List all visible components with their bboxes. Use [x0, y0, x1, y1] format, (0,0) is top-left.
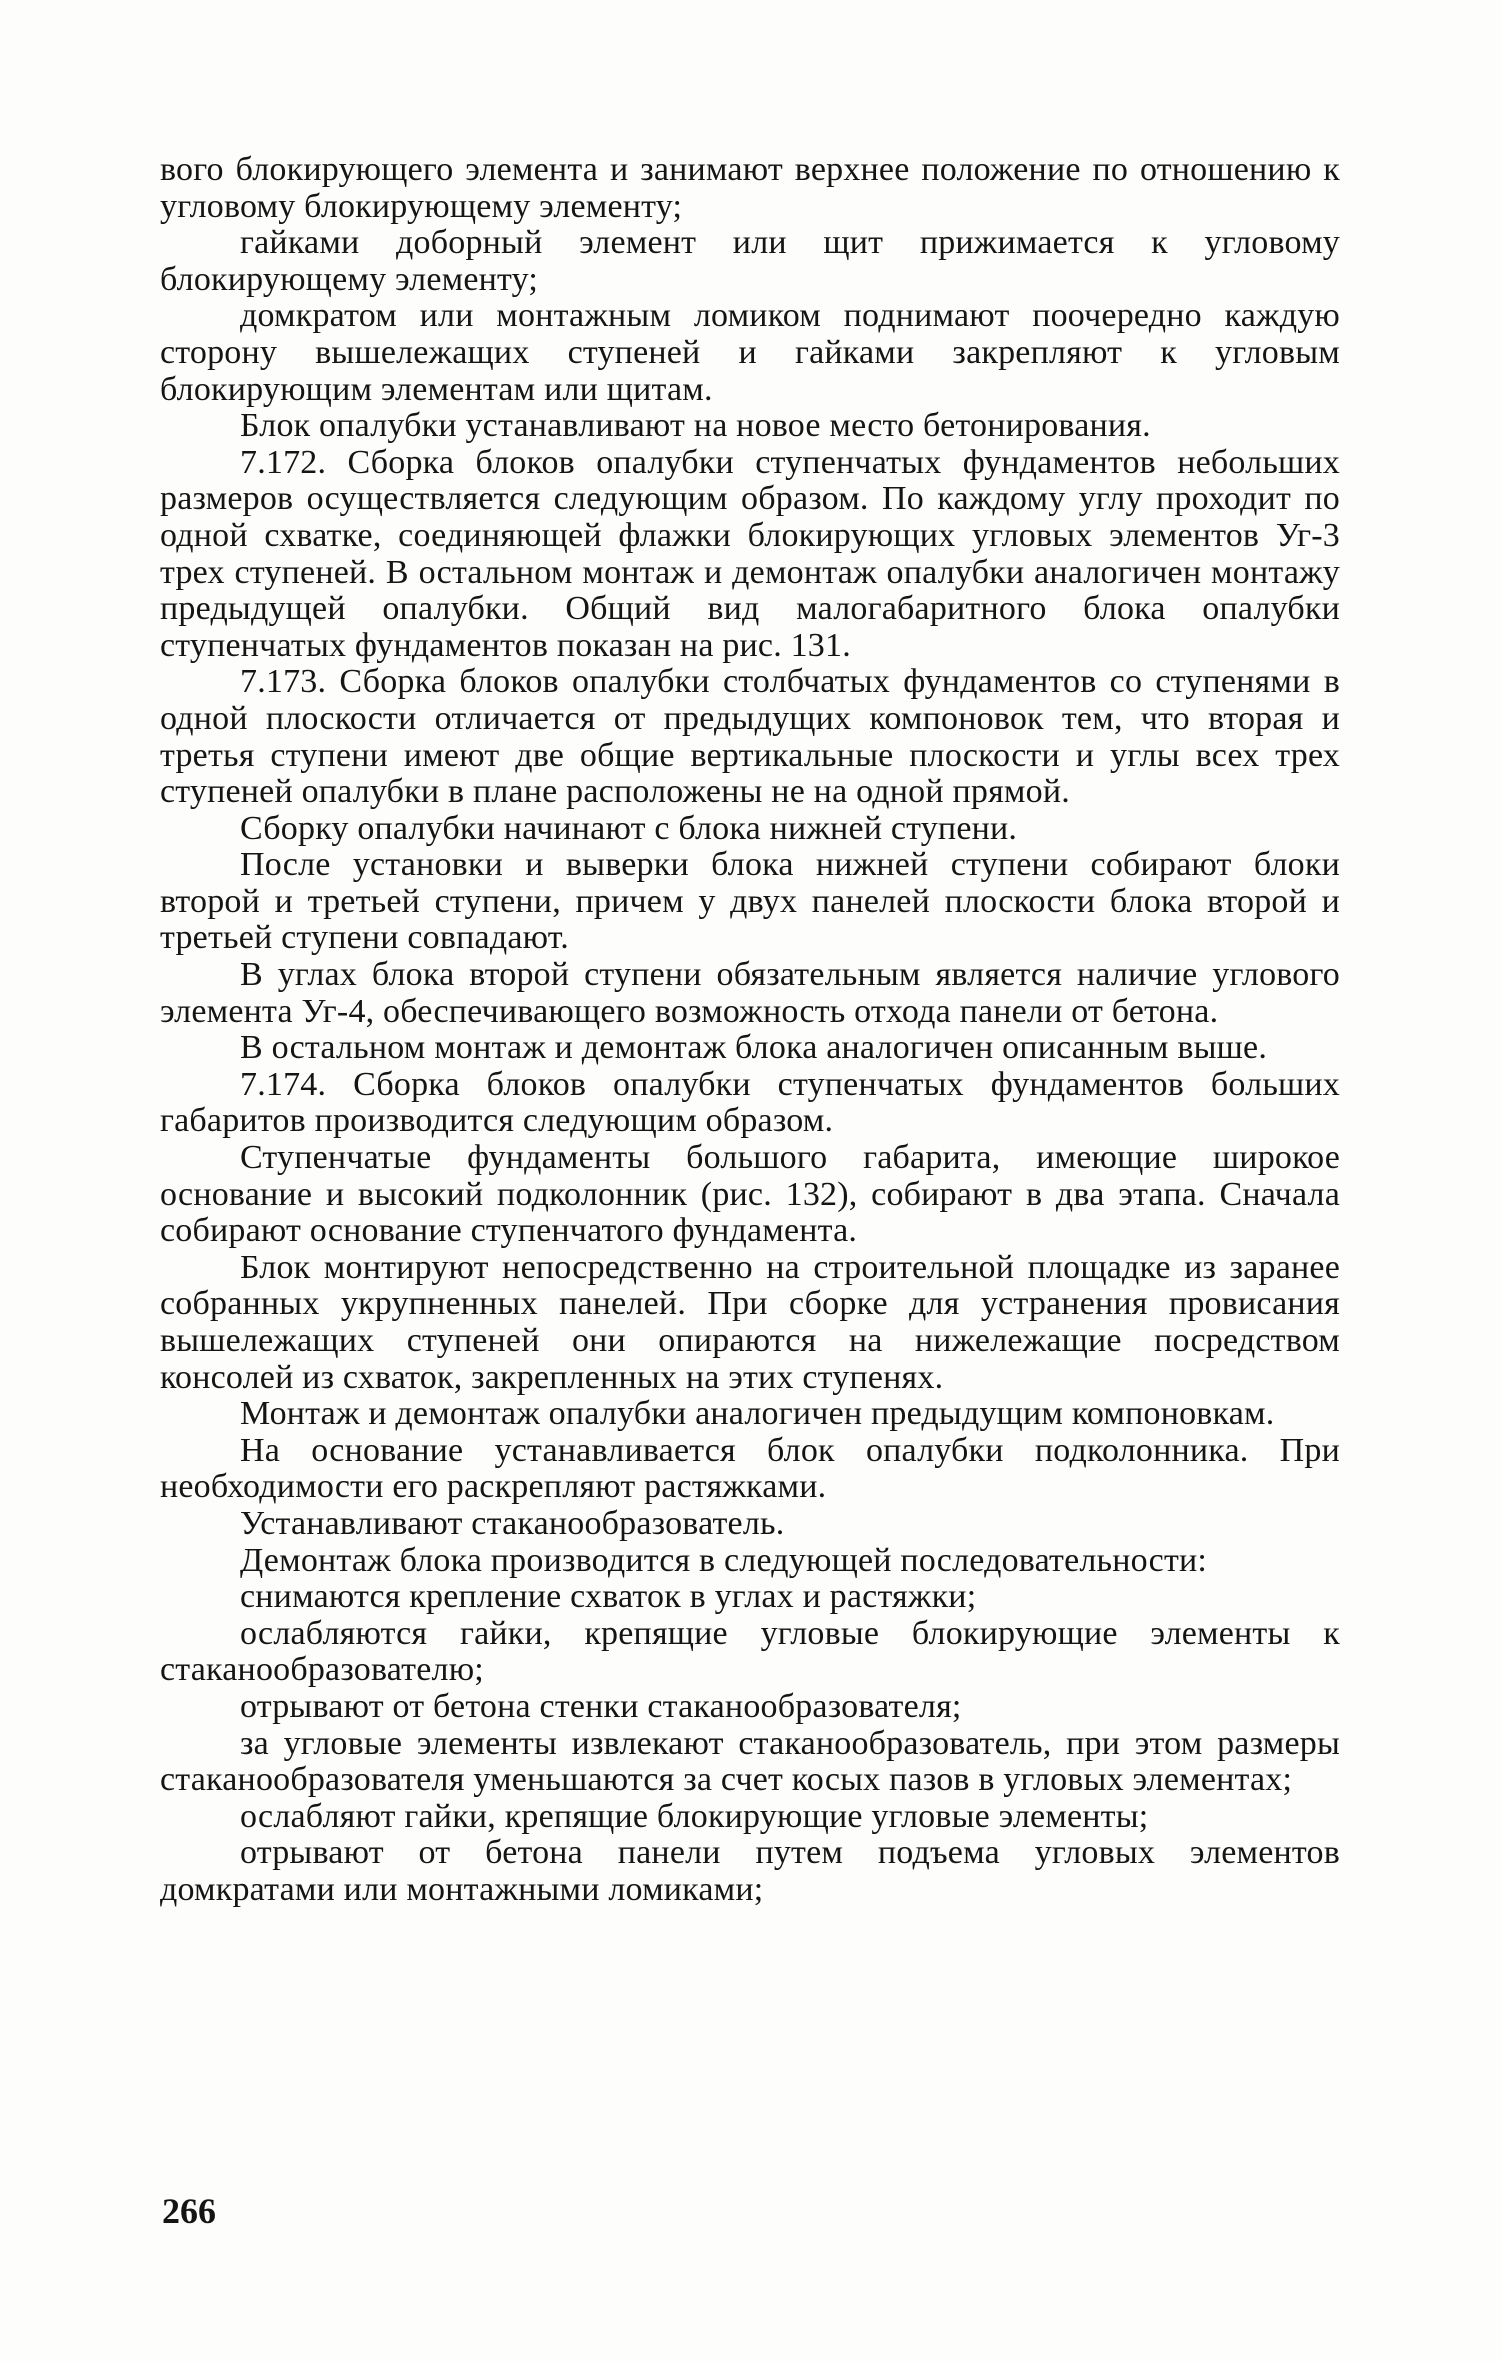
list-item: ослабляют гайки, крепящие блокирующие угловые элементы; [240, 1797, 1149, 1835]
paragraph: Блок монтируют непосредственно на строительной площадке из заранее собранных укрупненных панелей. При сборке для устранения провисания вышележащих ступеней они опираются на нижележащие посредством консолей из схваток, закрепленных на этих ступенях. [160, 1248, 1340, 1396]
paragraph: На основание устанавливается блок опалубки подколонника. При необходимости его раскрепляют растяжками. [160, 1431, 1340, 1506]
paragraph: В углах блока второй ступени обязательным является наличие углового элемента Уг-4, обеспечивающего возможность отхода панели от бетона. [160, 956, 1340, 1030]
paragraph: домкратом или монтажным ломиком поднимают поочередно каждую сторону вышележащих ступеней и гайками закрепляют к угловым блокирующим элементам или щитам. [160, 297, 1340, 408]
paragraph: В остальном монтаж и демонтаж блока аналогичен описанным выше. [240, 1029, 1268, 1067]
paragraph: Ступенчатые фундаменты большого габарита, имеющие широкое основание и высокий подколонник (рис. 132), собирают в два этапа. Сначала собирают основание ступенчатого фундамента. [160, 1139, 1340, 1250]
paragraph: вого блокирующего элемента и занимают верхнее положение по отношению к угловому блокирующему элементу; [160, 151, 1340, 225]
paragraph: Демонтаж блока производится в следующей последовательности: [240, 1541, 1208, 1579]
body-text [160, 152, 1340, 1909]
list-item: отрывают от бетона панели путем подъема угловых элементов домкратами или монтажными ломиками; [160, 1834, 1340, 1908]
list-item: отрывают от бетона стенки стаканообразователя; [240, 1687, 962, 1725]
paragraph-7-174: 7.174. Сборка блоков опалубки ступенчатых фундаментов больших габаритов производится следующим образом. [160, 1065, 1340, 1140]
paragraph: Монтаж и демонтаж опалубки аналогичен предыдущим компоновкам. [240, 1395, 1275, 1433]
paragraph-7-172: 7.172. Сборка блоков опалубки ступенчатых фундаментов небольших размеров осуществляется следующим образом. По каждому углу проходит по одной схватке, соединяющей флажки блокирующих угловых элементов Уг-3 трех ступеней. В остальном монтаж и демонтаж опалубки аналогичен монтажу предыдущей опалубки. Общий вид малогабаритного блока опалубки ступенчатых фундаментов показан на рис. 131. [160, 443, 1340, 664]
paragraph: Блок опалубки устанавливают на новое место бетонирования. [240, 407, 1151, 445]
page-number: 266 [162, 2191, 216, 2231]
list-item: за угловые элементы извлекают стаканообразователь, при этом размеры стаканообразователя уменьшаются за счет косых пазов в угловых элементах; [160, 1724, 1340, 1799]
paragraph: Сборку опалубки начинают с блока нижней ступени. [240, 809, 1018, 847]
paragraph: гайками доборный элемент или щит прижимается к угловому блокирующему элементу; [160, 224, 1340, 298]
list-item: снимаются крепление схваток в углах и растяжки; [240, 1578, 977, 1616]
paragraph: После установки и выверки блока нижней ступени собирают блоки второй и третьей ступени, причем у двух панелей плоскости блока второй и третьей ступени совпадают. [160, 846, 1340, 957]
paragraph-7-173: 7.173. Сборка блоков опалубки столбчатых фундаментов со ступенями в одной плоскости отличается от предыдущих компоновок тем, что вторая и третья ступени имеют две общие вертикальные плоскости и углы всех трех ступеней опалубки в плане расположены не на одной прямой. [160, 663, 1340, 811]
list-item: ослабляются гайки, крепящие угловые блокирующие элементы к стаканообразователю; [160, 1614, 1340, 1689]
paragraph: Устанавливают стаканообразователь. [240, 1504, 785, 1542]
